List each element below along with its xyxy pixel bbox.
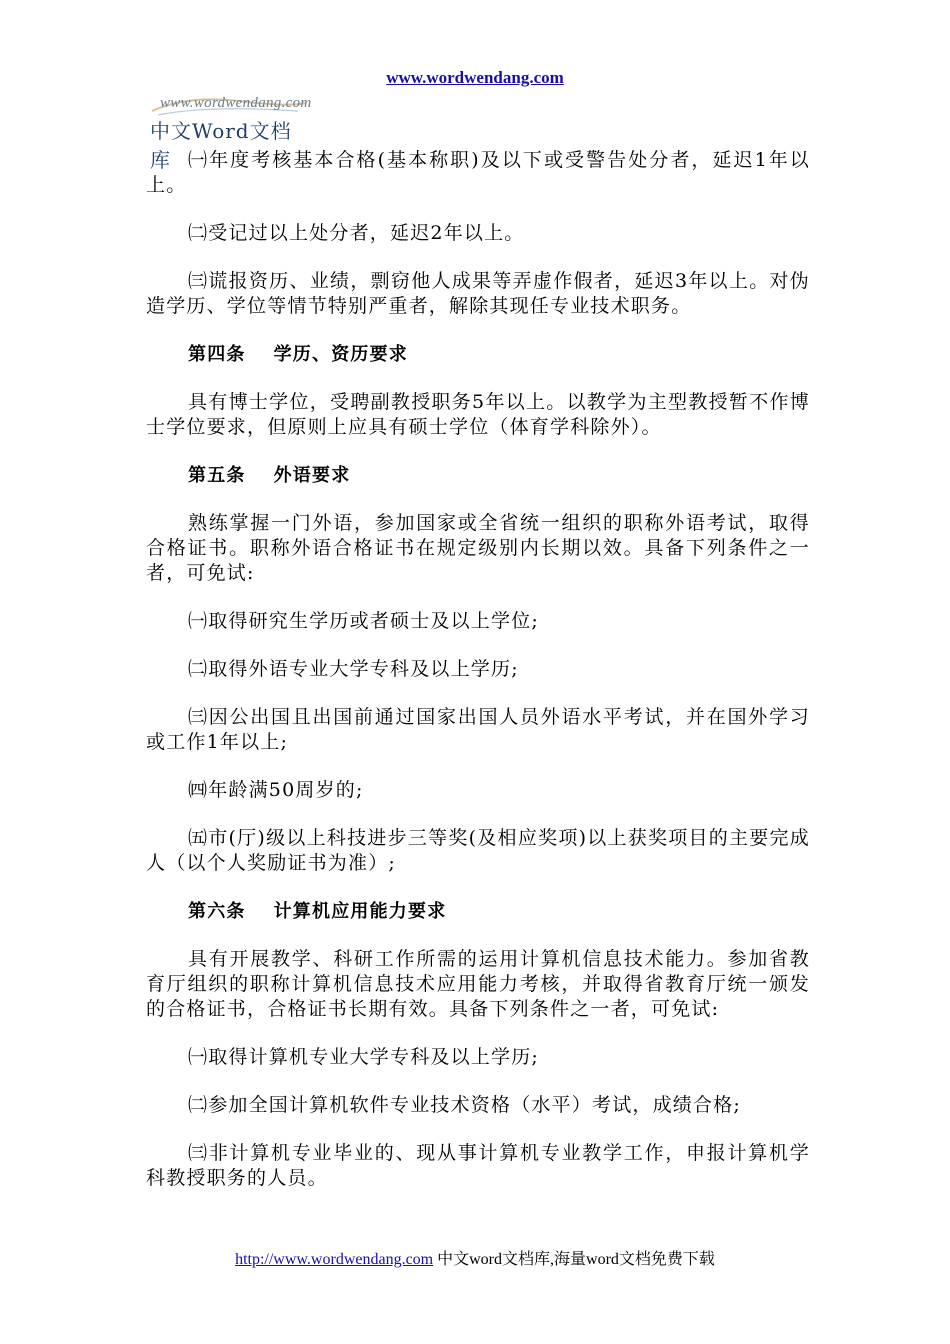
- site-logo: [148, 93, 312, 172]
- footer-tagline: 中文word文档库,海量word文档免费下载: [433, 1251, 715, 1268]
- paragraph-12: ㈤市(厅)级以上科技进步三等奖(及相应奖项)以上获奖项目的主要完成人（以个人奖励证书为准）;: [146, 827, 810, 874]
- article-6-label: 第六条: [188, 901, 246, 922]
- paragraph-10: ㈢因公出国且出国前通过国家出国人员外语水平考试，并在国外学习或工作1年以上;: [146, 706, 810, 753]
- article-5-label: 第五条: [188, 465, 246, 486]
- paragraph-5: 具有博士学位，受聘副教授职务5年以上。以教学为主型教授暂不作博士学位要求，但原则上应具有硕士学位（体育学科除外）。: [146, 391, 810, 438]
- article-4-label: 第四条: [188, 344, 246, 365]
- paragraph-2: ㈡受记过以上处分者，延迟2年以上。: [188, 222, 525, 244]
- article-5-title: 外语要求: [273, 465, 351, 486]
- paragraph-17: ㈢非计算机专业毕业的、现从事计算机专业教学工作，申报计算机学科教授职务的人员。: [146, 1142, 810, 1189]
- article-6-heading: [146, 899, 810, 924]
- paragraph-7: 熟练掌握一门外语，参加国家或全省统一组织的职称外语考试，取得合格证书。职称外语合格证书在规定级别内长期以效。具备下列条件之一者，可免试:: [146, 512, 810, 584]
- page-footer: [0, 1246, 950, 1269]
- footer-site-link[interactable]: http://www.wordwendang.com: [235, 1251, 434, 1268]
- paragraph-14: 具有开展教学、科研工作所需的运用计算机信息技术能力。参加省教育厅组织的职称计算机信息技术应用能力考核，并取得省教育厅统一颁发的合格证书，合格证书长期有效。具备下列条件之一者，可免试:: [146, 948, 810, 1020]
- paragraph-11: ㈣年龄满50周岁的;: [188, 779, 364, 801]
- paragraph-16: ㈡参加全国计算机软件专业技术资格（水平）考试，成绩合格;: [188, 1094, 742, 1116]
- logo-brand-text: 中文Word文档库: [150, 119, 292, 172]
- article-5-heading: [146, 463, 810, 488]
- paragraph-1: ㈠年度考核基本合格(基本称职)及以下或受警告处分者，延迟1年以上。: [146, 149, 810, 196]
- article-4-title: 学历、资历要求: [273, 344, 409, 365]
- paragraph-8: ㈠取得研究生学历或者硕士及以上学位;: [188, 610, 540, 632]
- article-6-title: 计算机应用能力要求: [273, 901, 447, 922]
- paragraph-9: ㈡取得外语专业大学专科及以上学历;: [188, 658, 519, 680]
- paragraph-15: ㈠取得计算机专业大学专科及以上学历;: [188, 1046, 540, 1068]
- article-4-heading: [146, 342, 810, 367]
- paragraph-3: ㈢谎报资历、业绩，剽窃他人成果等弄虚作假者，延迟3年以上。对伪造学历、学位等情节特别严重者，解除其现任专业技术职务。: [146, 270, 810, 317]
- header-site-link[interactable]: www.wordwendang.com: [386, 68, 564, 87]
- logo-url-text: www.wordwendang.com: [160, 95, 312, 111]
- document-body: [146, 148, 810, 1214]
